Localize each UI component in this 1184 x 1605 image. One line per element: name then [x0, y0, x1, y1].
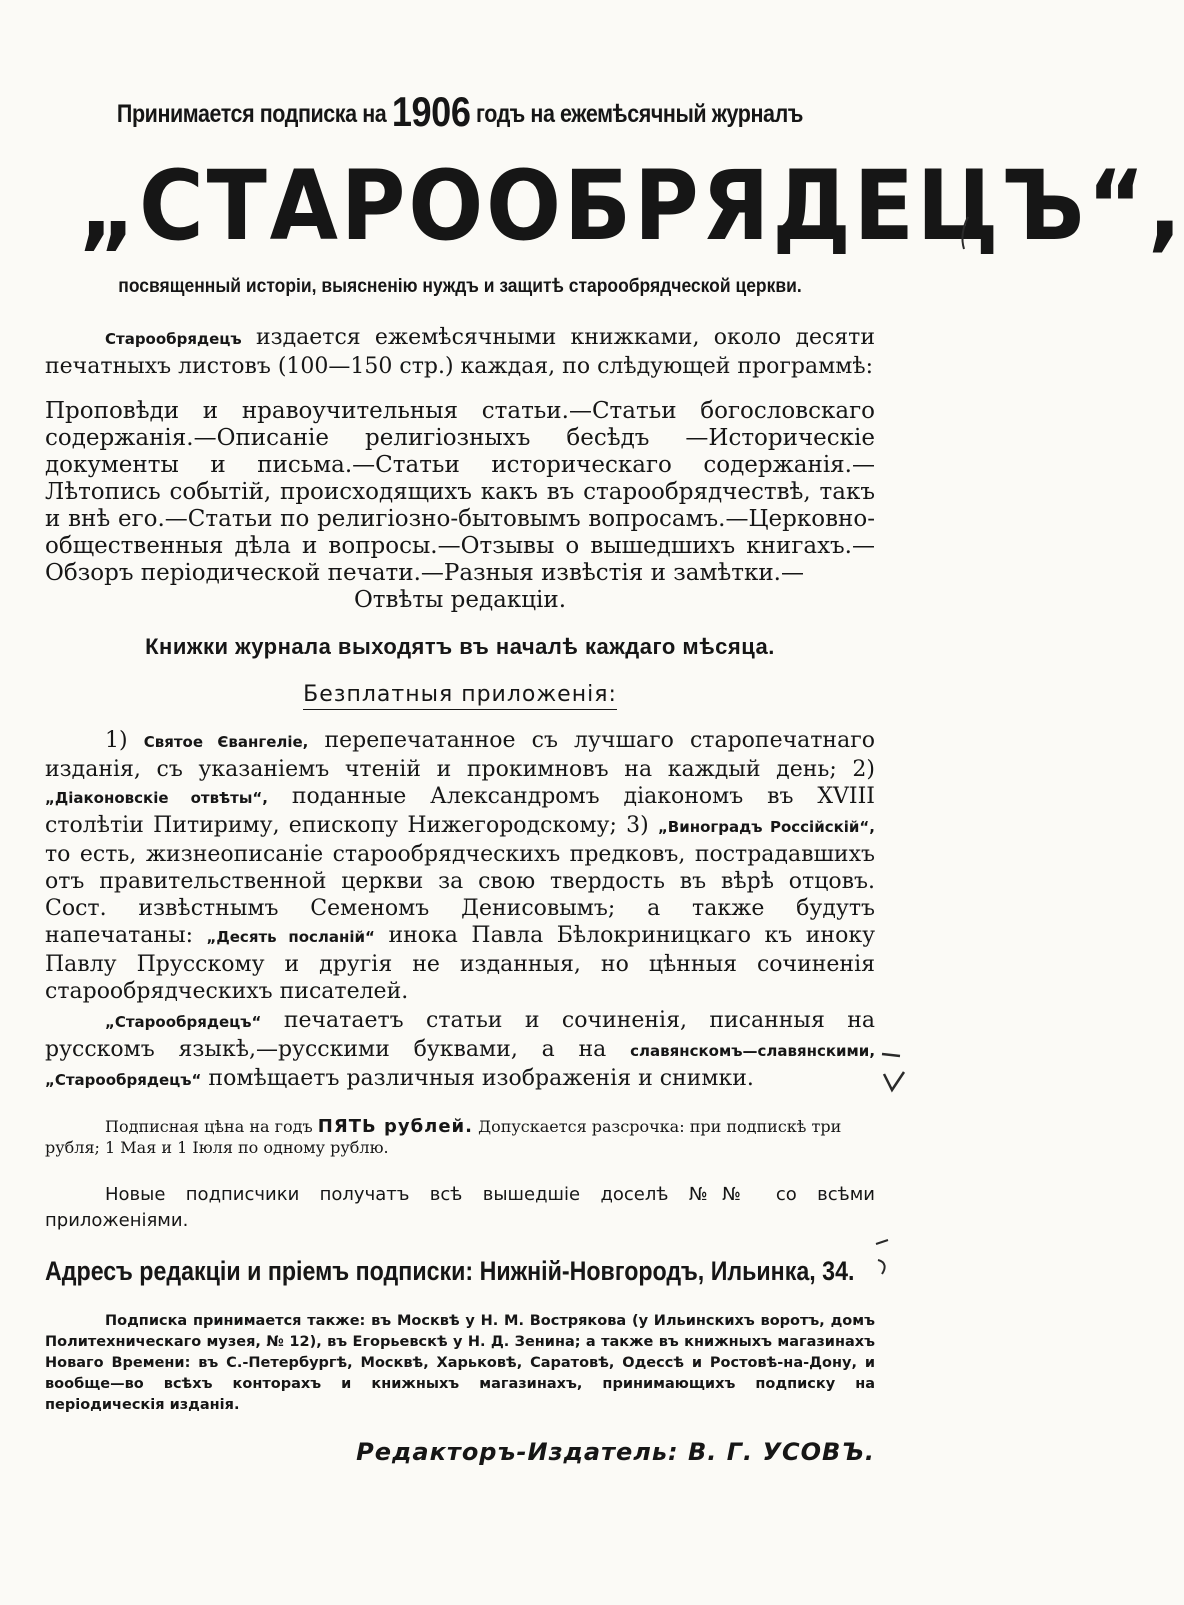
margin-pen-mark — [880, 1052, 910, 1106]
supplement-2-title: „Діаконовскіе отвѣты“, — [45, 789, 268, 807]
supplement-3-title: „Виноградъ Россійскій“, — [657, 818, 875, 836]
pen-stroke-mark — [880, 1052, 910, 1102]
journal-subtitle: посвященный исторіи, выясненію нуждъ и защитѣ старообрядческой церкви. — [118, 276, 802, 297]
price-amount: ПЯТЬ рублей. — [317, 1116, 473, 1137]
headline — [103, 88, 817, 136]
supplement-4-text: инока Павла Бѣлокриницкаго къ иноку Павлу Прусскому и другія не изданныя, но цѣнныя сочиненія старообрядческихъ писателей. — [45, 923, 876, 1004]
supplement-3-text: то есть, жизнеописаніе старообрядческихъ предковъ, пострадавшихъ отъ правительственной церкви за свою твердость въ вѣрѣ отцовъ. Сост. извѣстнымъ Семеномъ Денисовымъ; а также будутъ напечатаны: — [45, 842, 875, 948]
headline-before: Принимается подписка на — [116, 100, 387, 128]
language-note-name-1: „Старообрядецъ“ — [105, 1013, 262, 1031]
language-note-text-1: печатаетъ статьи и сочиненія, писанныя на русскомъ языкѣ,—русскими буквами, а на — [45, 1008, 875, 1062]
issues-note: Книжки журнала выходятъ въ началѣ каждаго мѣсяца. — [145, 634, 775, 659]
supplement-1-text: перепечатанное съ лучшаго старопечатнаго изданія, съ указаніемъ чтеній и прокимновъ на каждый день; — [45, 728, 875, 782]
address-label: Адресъ редакціи и пріемъ подписки: — [45, 1256, 474, 1286]
supplements-paragraph — [45, 727, 875, 1005]
price-paragraph — [45, 1116, 875, 1158]
address-value: Нижній-Новгородъ, Ильинка, 34. — [479, 1256, 855, 1286]
pen-stroke-mark — [958, 215, 972, 251]
intro-paragraph — [45, 324, 875, 380]
supplement-1-title: Святое Євангеліе, — [143, 733, 309, 751]
language-note-slavonic: славянскомъ—славянскими, — [630, 1042, 876, 1060]
editorial-address — [45, 1256, 855, 1287]
supplement-4-title: „Десять посланій“ — [206, 928, 375, 946]
journal-masthead: „СТАРООБРЯДЕЦЪ“, — [78, 150, 1184, 262]
headline-year: 1906 — [391, 88, 471, 135]
supplement-1-number: 1) — [105, 728, 128, 753]
advertisement-page — [45, 70, 1184, 1466]
supplements-heading-text: Безплатныя приложенія: — [303, 682, 617, 710]
language-note-name-2: „Старообрядецъ“ — [45, 1071, 202, 1089]
price-after: Допускается разсрочка: при подпискѣ три рубля; 1 Мая и 1 Іюля по одному рублю. — [45, 1117, 842, 1157]
pen-stroke-mark — [872, 1238, 896, 1278]
program-text: Проповѣди и нравоучительныя статьи.—Статьи богословскаго содержанія.—Описаніе религіозныхъ бесѣдъ —Историческіе документы и письма.—Статьи историческаго содержанія.—Лѣтопись событій, происходящихъ какъ въ старообрядчествѣ, такъ и внѣ его.—Статьи по религіозно-бытовымъ вопросамъ.—Церковно-общественныя дѣла и вопросы.—Отзывы о вышедшихъ книгахъ.—Обзоръ періодической печати.—Разныя извѣстія и замѣтки.— — [45, 398, 875, 586]
program-last-line: Отвѣты редакціи. — [353, 587, 567, 613]
editor-publisher: Редакторъ-Издатель: В. Г. УСОВЪ. — [356, 1438, 875, 1466]
new-subscribers-note: Новые подписчики получатъ всѣ вышедшіе доселѣ №№ со всѣми приложеніями. — [45, 1184, 875, 1231]
supplement-2-text: поданные Александромъ діакономъ въ XVIII столѣтіи Питириму, епископу Нижегородскому; — [45, 784, 875, 838]
price-before: Подписная цѣна на годъ — [105, 1117, 313, 1136]
headline-after: годъ на ежемѣсячный журналъ — [476, 100, 804, 128]
intro-text: издается ежемѣсячными книжками, около десяти печатныхъ листовъ (100—150 стр.) каждая, по слѣдующей программѣ: — [45, 325, 875, 379]
supplement-3-number: 3) — [626, 813, 649, 838]
program-paragraph — [45, 398, 875, 587]
margin-pen-mark — [872, 1238, 896, 1282]
language-note-text-2: помѣщаетъ различныя изображенія и снимки. — [208, 1066, 754, 1091]
language-note-paragraph — [45, 1007, 875, 1094]
margin-pen-mark — [958, 215, 972, 258]
supplement-2-number: 2) — [852, 757, 876, 782]
subscription-agents-paragraph: Подписка принимается также: въ Москвѣ у Н. М. Вострякова (у Ильинскихъ воротъ, домъ Политехническаго музея, № 12), въ Егорьевскѣ у Н. Д. Зенина; а также въ книжныхъ магазинахъ Новаго Времени: въ С.-Петербургѣ, Москвѣ, Харьковѣ, Саратовѣ, Одессѣ и Ростовѣ-на-Дону, и вообще—во всѣхъ конторахъ и книжныхъ магазинахъ, принимающихъ подписку на періодическія изданія. — [45, 1313, 875, 1413]
supplements-heading — [45, 682, 875, 707]
intro-journal-name: Старообрядецъ — [105, 330, 242, 348]
